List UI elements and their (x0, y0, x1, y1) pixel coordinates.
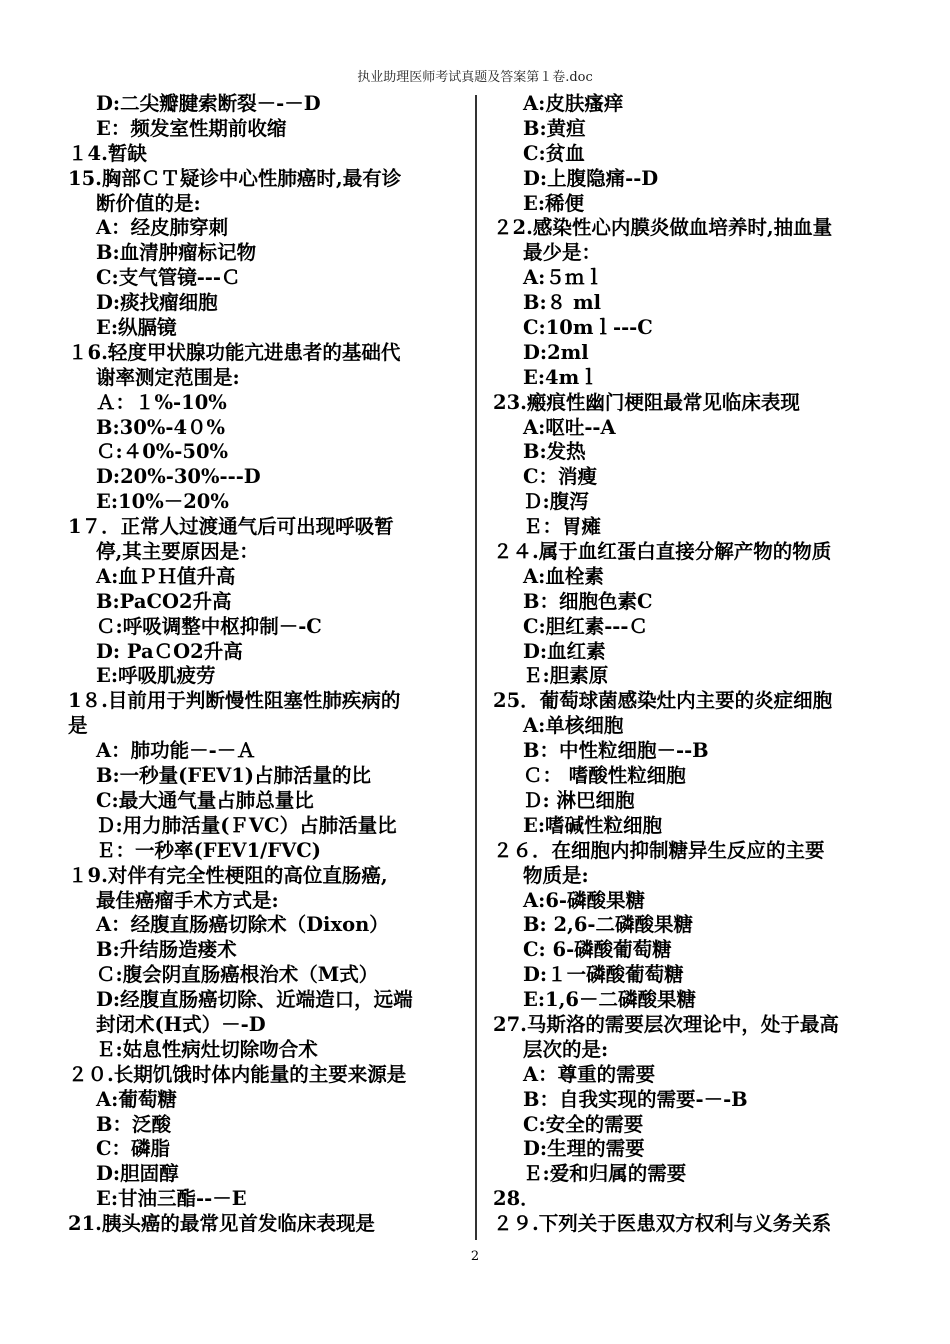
answer-line: A：尊重的需要 (523, 1062, 656, 1086)
answer-line: 谢率测定范围是: (96, 365, 240, 389)
answer-line: Ｃ:呼吸调整中枢抑制－-C (96, 614, 322, 638)
answer-line: C：消瘦 (523, 465, 598, 489)
right-column (493, 92, 888, 1237)
answer-line: A:５ｍｌ (523, 266, 604, 290)
answer-line: D:胆固醇 (96, 1162, 179, 1186)
left-column (68, 92, 463, 1237)
question-line: ２９.下列关于医患双方权利与义务关系 (493, 1212, 832, 1236)
answer-line: Ｃ:４0%-50% (96, 440, 229, 464)
answer-line: B:血清肿瘤标记物 (96, 241, 257, 265)
page-number: 2 (470, 1249, 480, 1264)
answer-line: B：细胞色素C (523, 589, 653, 613)
answer-line: 层次的是: (523, 1037, 609, 1061)
question-line: ２2.感染性心内膜炎做血培养时,抽血量 (493, 216, 833, 240)
question-line: 是 (68, 714, 88, 738)
answer-line: A：肺功能－-－Ａ (96, 739, 256, 763)
answer-line: C:10mｌ---C (523, 316, 653, 340)
answer-line: A:血栓素 (523, 564, 604, 588)
answer-line: D:2ml (523, 340, 589, 364)
answer-line: 最少是： (523, 241, 602, 265)
answer-line: D:上腹隐痛--D (523, 166, 659, 190)
answer-line: Ｅ:胆素原 (523, 664, 609, 688)
question-line: 27.马斯洛的需要层次理论中，处于最高 (493, 1012, 839, 1036)
answer-line: Ｅ：胃瘫 (523, 515, 602, 539)
answer-line: D:二尖瓣腱索断裂－-－D (96, 92, 321, 115)
answer-line: A:6-磷酸果糖 (523, 888, 645, 912)
answer-line: D:20%-30%---D (96, 465, 261, 489)
answer-line: Ｅ:姑息性病灶切除吻合术 (96, 1037, 318, 1061)
answer-line: B：中性粒细胞－--B (523, 739, 709, 763)
document-header: 执业助理医师考试真题及答案第１卷.doc (357, 70, 593, 85)
question-line: １9.对伴有完全性梗阻的高位直肠癌, (68, 863, 388, 887)
answer-line: A:单核细胞 (523, 714, 624, 738)
answer-line: Ｅ:爱和归属的需要 (523, 1162, 687, 1186)
answer-line: A：经皮肺穿刺 (96, 216, 229, 240)
answer-line: D:痰找瘤细胞 (96, 291, 218, 315)
answer-line: B：自我实现的需要-－-B (523, 1087, 748, 1111)
question-line: 23.瘢痕性幽门梗阻最常见临床表现 (493, 390, 800, 414)
question-line: ２０.长期饥饿时体内能量的主要来源是 (68, 1062, 407, 1086)
answer-line: E:甘油三酯--－E (96, 1187, 247, 1211)
question-line: １4.暂缺 (68, 141, 147, 165)
answer-line: Ｄ: 淋巴细胞 (523, 788, 635, 812)
answer-line: E:嗜碱性粒细胞 (523, 813, 663, 837)
answer-line: Ｃ:腹会阴直肠癌根治术（M式） (96, 963, 379, 987)
answer-line: Ｄ:腹泻 (523, 490, 589, 514)
question-line: １6.轻度甲状腺功能亢进患者的基础代 (68, 340, 401, 364)
answer-line: A：经腹直肠癌切除术（Dixon） (96, 913, 389, 937)
answer-line: C:最大通气量占肺总量比 (96, 788, 314, 812)
question-line: ２６．在细胞内抑制糖异生反应的主要 (493, 838, 825, 862)
answer-line: E:1,6－二磷酸果糖 (523, 988, 696, 1012)
question-line: 21.胰头癌的最常见首发临床表现是 (68, 1212, 375, 1236)
answer-line: E:纵膈镜 (96, 316, 177, 340)
answer-line: C:贫血 (523, 141, 585, 165)
question-line: 15.胸部ＣＴ疑诊中心性肺癌时,最有诊 (68, 166, 402, 190)
answer-line: D:生理的需要 (523, 1137, 645, 1161)
answer-line: E:4mｌ (523, 365, 599, 389)
answer-line: E：频发室性期前收缩 (96, 116, 287, 140)
answer-line: C:安全的需要 (523, 1112, 644, 1136)
question-line: ２４.属于血红蛋白直接分解产物的物质 (493, 540, 832, 564)
answer-line: B: 2,6-二磷酸果糖 (523, 913, 693, 937)
answer-line: E:呼吸肌疲劳 (96, 664, 216, 688)
answer-line: 最佳癌瘤手术方式是: (96, 888, 279, 912)
answer-line: B:８ ml (523, 291, 602, 315)
answer-line: A:葡萄糖 (96, 1087, 177, 1111)
answer-line: Ａ：１%-10% (96, 390, 227, 414)
answer-line: C: 6-磷酸葡萄糖 (523, 938, 672, 962)
answer-line: D:１一磷酸葡萄糖 (523, 963, 684, 987)
column-divider (475, 95, 477, 1240)
answer-line: E:稀便 (523, 191, 585, 215)
answer-line: A:呕吐--A (523, 415, 616, 439)
answer-line: C:胆红素---Ｃ (523, 614, 648, 638)
answer-line: B:发热 (523, 440, 586, 464)
answer-line: B:30%-4０% (96, 415, 226, 439)
answer-line: 停,其主要原因是： (96, 540, 259, 564)
answer-line: Ｃ： 嗜酸性粒细胞 (523, 764, 686, 788)
answer-line: D: PaＣO2升高 (96, 639, 243, 663)
answer-line: 断价值的是: (96, 191, 201, 215)
answer-line: C：磷脂 (96, 1137, 171, 1161)
answer-line: B:一秒量(FEV1)占肺活量的比 (96, 764, 372, 788)
answer-line: Ｅ：一秒率(FEV1/FVC) (96, 838, 321, 862)
answer-line: A:皮肤瘙痒 (523, 92, 624, 115)
answer-line: C:支气管镜---Ｃ (96, 266, 241, 290)
answer-line: B:升结肠造瘘术 (96, 938, 237, 962)
answer-line: A:血ＰＨ值升高 (96, 564, 236, 588)
answer-line: B：泛酸 (96, 1112, 171, 1136)
answer-line: E:10%－20% (96, 490, 229, 514)
answer-line: D:经腹直肠癌切除、近端造口，远端 (96, 988, 413, 1012)
answer-line: B:黄疸 (523, 116, 586, 140)
question-line: 25．葡萄球菌感染灶内主要的炎症细胞 (493, 689, 833, 713)
answer-line: B:PaCO2升高 (96, 589, 232, 613)
answer-line: D:血红素 (523, 639, 606, 663)
answer-line: 物质是: (523, 863, 589, 887)
question-line: 1８.目前用于判断慢性阻塞性肺疾病的 (68, 689, 401, 713)
answer-line: 封闭术(H式）－-D (96, 1012, 266, 1036)
answer-line: Ｄ:用力肺活量(ＦVC）占肺活量比 (96, 813, 397, 837)
question-line: 1７．正常人过渡通气后可出现呼吸暂 (68, 515, 394, 539)
question-line: 28． (493, 1187, 540, 1211)
